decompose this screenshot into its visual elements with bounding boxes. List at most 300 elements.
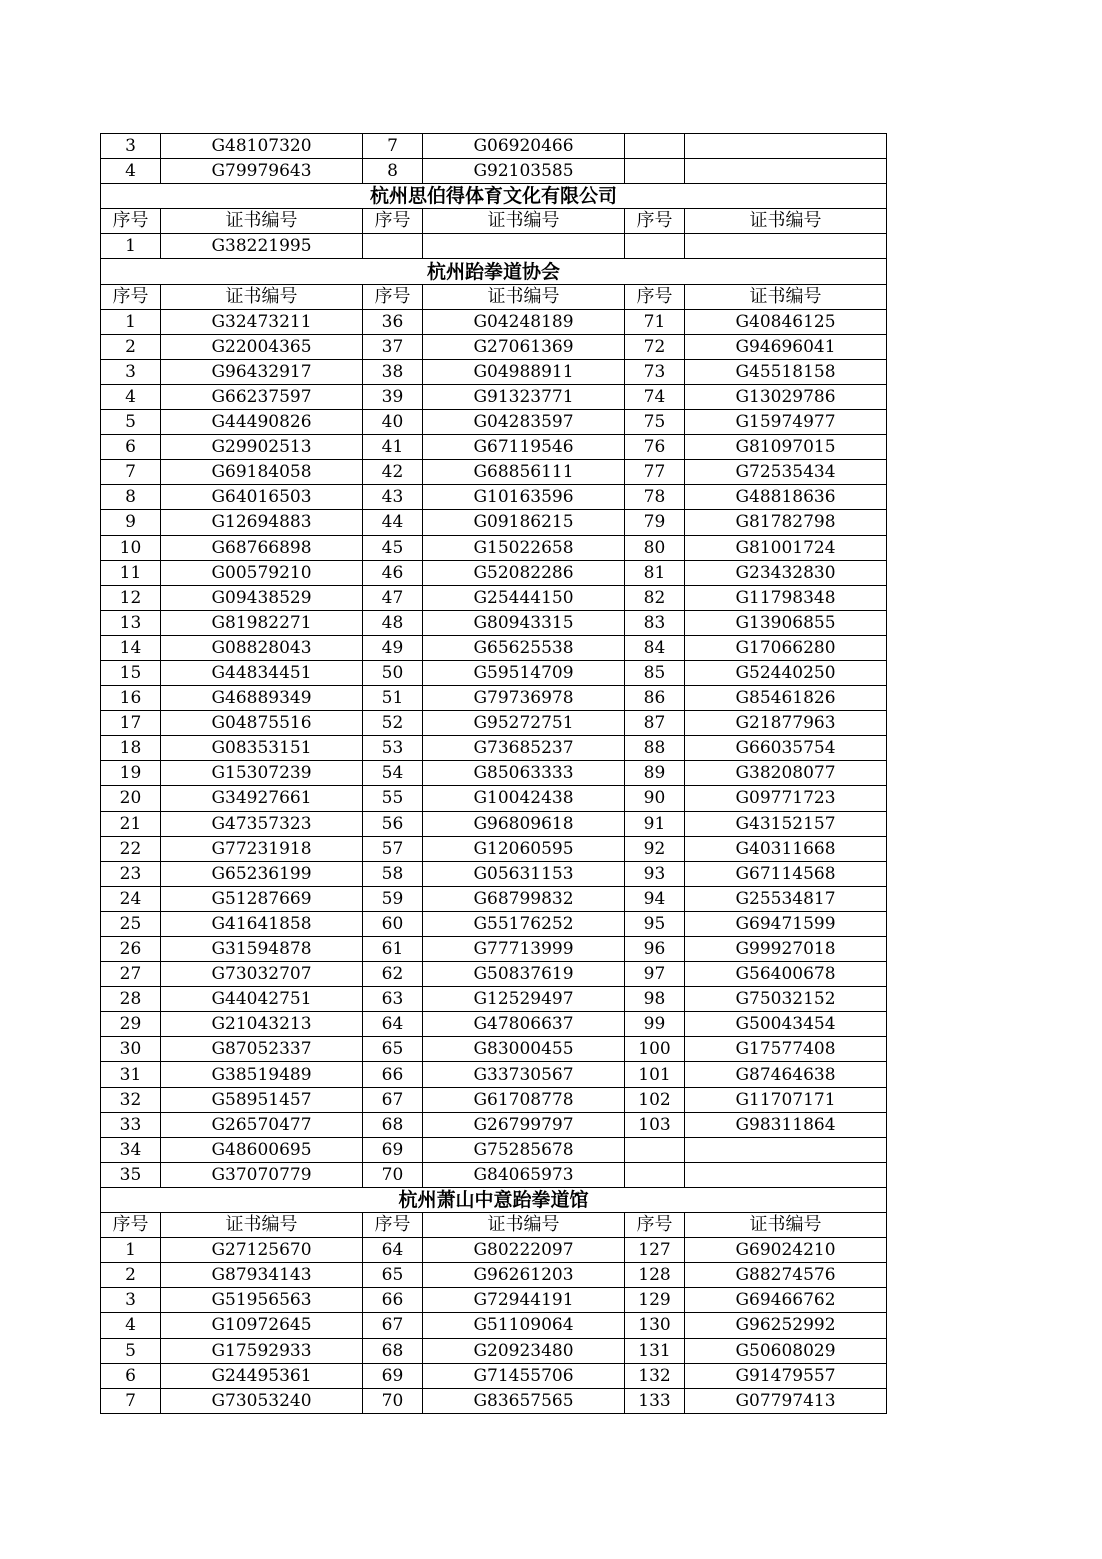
cert-cell: G81982271 [161, 610, 363, 635]
seq-cell: 41 [363, 435, 423, 460]
seq-cell: 7 [101, 1388, 161, 1413]
header-row [101, 284, 887, 309]
seq-cell: 65 [363, 1263, 423, 1288]
seq-cell: 9 [101, 510, 161, 535]
seq-cell: 86 [625, 686, 685, 711]
header-cert: 证书编号 [161, 284, 363, 309]
seq-cell: 2 [101, 1263, 161, 1288]
table-row [101, 660, 887, 685]
cert-cell: G65236199 [161, 861, 363, 886]
seq-cell: 15 [101, 660, 161, 685]
seq-cell: 84 [625, 635, 685, 660]
seq-cell [625, 1137, 685, 1162]
seq-cell: 81 [625, 560, 685, 585]
table-row [101, 962, 887, 987]
cert-cell: G33730567 [423, 1062, 625, 1087]
cert-cell: G87464638 [685, 1062, 887, 1087]
table-row [101, 1162, 887, 1187]
cert-cell: G15974977 [685, 410, 887, 435]
table-row [101, 1137, 887, 1162]
seq-cell: 23 [101, 861, 161, 886]
table-row [101, 861, 887, 886]
cert-cell: G69471599 [685, 911, 887, 936]
seq-cell: 2 [101, 334, 161, 359]
table-row [101, 1062, 887, 1087]
cert-cell: G47357323 [161, 811, 363, 836]
cert-cell: G12529497 [423, 987, 625, 1012]
seq-cell: 80 [625, 535, 685, 560]
seq-cell: 32 [101, 1087, 161, 1112]
cert-cell: G67114568 [685, 861, 887, 886]
cert-cell: G65625538 [423, 635, 625, 660]
cert-cell: G77231918 [161, 836, 363, 861]
seq-cell: 76 [625, 435, 685, 460]
cert-cell: G68856111 [423, 460, 625, 485]
table-row [101, 1112, 887, 1137]
cert-cell [423, 234, 625, 259]
seq-cell: 83 [625, 610, 685, 635]
table-row [101, 460, 887, 485]
cert-cell: G96432917 [161, 359, 363, 384]
table-row [101, 711, 887, 736]
seq-cell: 87 [625, 711, 685, 736]
seq-cell: 11 [101, 560, 161, 585]
seq-cell: 82 [625, 585, 685, 610]
seq-cell: 132 [625, 1363, 685, 1388]
section-title-row [101, 184, 887, 209]
seq-cell: 29 [101, 1012, 161, 1037]
seq-cell: 99 [625, 1012, 685, 1037]
seq-cell: 14 [101, 635, 161, 660]
cert-cell: G50837619 [423, 962, 625, 987]
table-row [101, 635, 887, 660]
cert-cell: G10042438 [423, 786, 625, 811]
table-row [101, 686, 887, 711]
seq-cell: 54 [363, 761, 423, 786]
cert-cell: G27125670 [161, 1238, 363, 1263]
seq-cell: 37 [363, 334, 423, 359]
header-seq: 序号 [625, 284, 685, 309]
seq-cell: 75 [625, 410, 685, 435]
cert-cell: G04988911 [423, 359, 625, 384]
seq-cell: 1 [101, 234, 161, 259]
cert-cell: G52440250 [685, 660, 887, 685]
seq-cell: 79 [625, 510, 685, 535]
table-row [101, 1263, 887, 1288]
cert-cell: G44834451 [161, 660, 363, 685]
cert-cell: G38208077 [685, 761, 887, 786]
cert-cell: G56400678 [685, 962, 887, 987]
cert-cell: G04248189 [423, 309, 625, 334]
seq-cell: 131 [625, 1338, 685, 1363]
cert-cell: G71455706 [423, 1363, 625, 1388]
cert-cell: G85461826 [685, 686, 887, 711]
table-row [101, 1313, 887, 1338]
cert-cell: G75032152 [685, 987, 887, 1012]
seq-cell: 5 [101, 410, 161, 435]
table-row [101, 811, 887, 836]
seq-cell: 25 [101, 911, 161, 936]
seq-cell: 66 [363, 1288, 423, 1313]
cert-cell: G77713999 [423, 937, 625, 962]
seq-cell: 129 [625, 1288, 685, 1313]
cert-cell: G68799832 [423, 886, 625, 911]
cert-cell: G50043454 [685, 1012, 887, 1037]
cert-cell: G24495361 [161, 1363, 363, 1388]
table-row [101, 359, 887, 384]
seq-cell: 66 [363, 1062, 423, 1087]
seq-cell: 49 [363, 635, 423, 660]
seq-cell: 64 [363, 1012, 423, 1037]
table-row [101, 535, 887, 560]
section-title-row [101, 1187, 887, 1212]
cert-cell: G37070779 [161, 1162, 363, 1187]
seq-cell: 89 [625, 761, 685, 786]
seq-cell: 68 [363, 1338, 423, 1363]
seq-cell: 73 [625, 359, 685, 384]
cert-cell: G40846125 [685, 309, 887, 334]
seq-cell: 35 [101, 1162, 161, 1187]
seq-cell: 4 [101, 1313, 161, 1338]
cert-cell: G15022658 [423, 535, 625, 560]
seq-cell: 45 [363, 535, 423, 560]
cert-cell: G21043213 [161, 1012, 363, 1037]
seq-cell: 68 [363, 1112, 423, 1137]
seq-cell: 30 [101, 1037, 161, 1062]
cert-cell: G20923480 [423, 1338, 625, 1363]
cert-cell: G48107320 [161, 134, 363, 159]
table-row [101, 736, 887, 761]
table-row [101, 585, 887, 610]
seq-cell: 56 [363, 811, 423, 836]
seq-cell: 133 [625, 1388, 685, 1413]
seq-cell: 100 [625, 1037, 685, 1062]
cert-cell: G21877963 [685, 711, 887, 736]
cert-cell: G00579210 [161, 560, 363, 585]
cert-cell: G87052337 [161, 1037, 363, 1062]
cert-cell: G72944191 [423, 1288, 625, 1313]
seq-cell: 38 [363, 359, 423, 384]
seq-cell: 130 [625, 1313, 685, 1338]
cert-cell: G31594878 [161, 937, 363, 962]
seq-cell: 7 [363, 134, 423, 159]
cert-cell: G26799797 [423, 1112, 625, 1137]
seq-cell: 16 [101, 686, 161, 711]
seq-cell: 22 [101, 836, 161, 861]
cert-cell: G96252992 [685, 1313, 887, 1338]
cert-cell: G87934143 [161, 1263, 363, 1288]
cert-cell: G34927661 [161, 786, 363, 811]
seq-cell: 26 [101, 937, 161, 962]
cert-cell: G17066280 [685, 635, 887, 660]
seq-cell: 97 [625, 962, 685, 987]
table-row [101, 234, 887, 259]
cert-cell: G66035754 [685, 736, 887, 761]
cert-cell: G05631153 [423, 861, 625, 886]
cert-cell: G27061369 [423, 334, 625, 359]
table-row [101, 334, 887, 359]
seq-cell: 5 [101, 1338, 161, 1363]
cert-cell: G15307239 [161, 761, 363, 786]
seq-cell: 18 [101, 736, 161, 761]
cert-cell: G09186215 [423, 510, 625, 535]
seq-cell: 60 [363, 911, 423, 936]
cert-cell: G52082286 [423, 560, 625, 585]
seq-cell: 19 [101, 761, 161, 786]
table-row [101, 836, 887, 861]
cert-cell: G94696041 [685, 334, 887, 359]
header-cert: 证书编号 [423, 1213, 625, 1238]
cert-cell: G08828043 [161, 635, 363, 660]
seq-cell: 74 [625, 384, 685, 409]
header-seq: 序号 [363, 1213, 423, 1238]
cert-cell: G13029786 [685, 384, 887, 409]
section-title: 杭州萧山中意跆拳道馆 [101, 1187, 887, 1212]
seq-cell: 13 [101, 610, 161, 635]
seq-cell: 20 [101, 786, 161, 811]
cert-cell: G72535434 [685, 460, 887, 485]
cert-cell: G55176252 [423, 911, 625, 936]
cert-cell [685, 234, 887, 259]
seq-cell: 61 [363, 937, 423, 962]
table-row [101, 1037, 887, 1062]
seq-cell: 46 [363, 560, 423, 585]
cert-cell: G11798348 [685, 585, 887, 610]
table-row [101, 560, 887, 585]
cert-cell: G91323771 [423, 384, 625, 409]
seq-cell: 27 [101, 962, 161, 987]
cert-cell: G44042751 [161, 987, 363, 1012]
cert-cell: G79736978 [423, 686, 625, 711]
table-row [101, 1338, 887, 1363]
seq-cell: 43 [363, 485, 423, 510]
seq-cell [625, 159, 685, 184]
cert-cell: G95272751 [423, 711, 625, 736]
cert-cell: G69024210 [685, 1238, 887, 1263]
cert-cell: G75285678 [423, 1137, 625, 1162]
seq-cell: 72 [625, 334, 685, 359]
cert-cell: G80943315 [423, 610, 625, 635]
cert-cell: G79979643 [161, 159, 363, 184]
certificate-table [100, 133, 887, 1414]
cert-cell: G17592933 [161, 1338, 363, 1363]
seq-cell: 102 [625, 1087, 685, 1112]
cert-cell: G13906855 [685, 610, 887, 635]
table-row [101, 510, 887, 535]
section-title: 杭州思伯得体育文化有限公司 [101, 184, 887, 209]
seq-cell: 48 [363, 610, 423, 635]
header-cert: 证书编号 [161, 209, 363, 234]
cert-cell: G40311668 [685, 836, 887, 861]
cert-cell: G61708778 [423, 1087, 625, 1112]
seq-cell: 93 [625, 861, 685, 886]
seq-cell: 6 [101, 435, 161, 460]
header-seq: 序号 [625, 1213, 685, 1238]
cert-cell: G96261203 [423, 1263, 625, 1288]
cert-cell: G38221995 [161, 234, 363, 259]
seq-cell: 70 [363, 1388, 423, 1413]
seq-cell: 67 [363, 1087, 423, 1112]
cert-cell: G23432830 [685, 560, 887, 585]
cert-cell: G51287669 [161, 886, 363, 911]
cert-cell: G10972645 [161, 1313, 363, 1338]
seq-cell: 59 [363, 886, 423, 911]
seq-cell: 65 [363, 1037, 423, 1062]
cert-cell: G81001724 [685, 535, 887, 560]
cert-cell: G66237597 [161, 384, 363, 409]
seq-cell: 4 [101, 384, 161, 409]
cert-cell: G25534817 [685, 886, 887, 911]
cert-cell: G41641858 [161, 911, 363, 936]
cert-cell: G12060595 [423, 836, 625, 861]
seq-cell: 12 [101, 585, 161, 610]
seq-cell: 103 [625, 1112, 685, 1137]
seq-cell: 4 [101, 159, 161, 184]
cert-cell: G83000455 [423, 1037, 625, 1062]
cert-cell: G96809618 [423, 811, 625, 836]
cert-cell: G12694883 [161, 510, 363, 535]
table-row [101, 1388, 887, 1413]
seq-cell: 50 [363, 660, 423, 685]
header-cert: 证书编号 [685, 284, 887, 309]
seq-cell: 51 [363, 686, 423, 711]
seq-cell: 69 [363, 1137, 423, 1162]
cert-cell [685, 159, 887, 184]
cert-cell: G73032707 [161, 962, 363, 987]
seq-cell: 70 [363, 1162, 423, 1187]
cert-cell: G81782798 [685, 510, 887, 535]
cert-cell: G59514709 [423, 660, 625, 685]
seq-cell: 10 [101, 535, 161, 560]
seq-cell: 1 [101, 1238, 161, 1263]
header-seq: 序号 [625, 209, 685, 234]
cert-cell: G07797413 [685, 1388, 887, 1413]
seq-cell: 44 [363, 510, 423, 535]
header-row [101, 1213, 887, 1238]
seq-cell: 128 [625, 1263, 685, 1288]
seq-cell: 3 [101, 359, 161, 384]
table-row [101, 987, 887, 1012]
section-title: 杭州跆拳道协会 [101, 259, 887, 284]
table-row [101, 911, 887, 936]
seq-cell: 94 [625, 886, 685, 911]
cert-cell: G43152157 [685, 811, 887, 836]
table-row [101, 886, 887, 911]
cert-cell: G25444150 [423, 585, 625, 610]
seq-cell: 91 [625, 811, 685, 836]
table-row [101, 309, 887, 334]
table-row [101, 134, 887, 159]
seq-cell: 69 [363, 1363, 423, 1388]
cert-cell: G38519489 [161, 1062, 363, 1087]
cert-cell: G17577408 [685, 1037, 887, 1062]
cert-cell: G09438529 [161, 585, 363, 610]
cert-cell: G22004365 [161, 334, 363, 359]
cert-cell: G46889349 [161, 686, 363, 711]
table-row [101, 937, 887, 962]
seq-cell: 67 [363, 1313, 423, 1338]
seq-cell: 85 [625, 660, 685, 685]
seq-cell: 39 [363, 384, 423, 409]
seq-cell: 88 [625, 736, 685, 761]
cert-cell: G81097015 [685, 435, 887, 460]
header-cert: 证书编号 [685, 1213, 887, 1238]
seq-cell: 21 [101, 811, 161, 836]
table-row [101, 410, 887, 435]
seq-cell: 58 [363, 861, 423, 886]
cert-cell: G51956563 [161, 1288, 363, 1313]
seq-cell: 92 [625, 836, 685, 861]
table-row [101, 1087, 887, 1112]
seq-cell: 57 [363, 836, 423, 861]
table-row [101, 610, 887, 635]
seq-cell: 8 [363, 159, 423, 184]
cert-cell: G83657565 [423, 1388, 625, 1413]
table-row [101, 485, 887, 510]
seq-cell: 78 [625, 485, 685, 510]
seq-cell: 7 [101, 460, 161, 485]
cert-cell: G73053240 [161, 1388, 363, 1413]
cert-cell: G44490826 [161, 410, 363, 435]
cert-cell: G50608029 [685, 1338, 887, 1363]
cert-cell: G84065973 [423, 1162, 625, 1187]
seq-cell: 24 [101, 886, 161, 911]
header-seq: 序号 [363, 284, 423, 309]
header-cert: 证书编号 [423, 209, 625, 234]
cert-cell: G80222097 [423, 1238, 625, 1263]
cert-cell: G48600695 [161, 1137, 363, 1162]
table-row [101, 159, 887, 184]
table-row [101, 1012, 887, 1037]
seq-cell: 28 [101, 987, 161, 1012]
header-seq: 序号 [101, 209, 161, 234]
seq-cell [363, 234, 423, 259]
table-row [101, 435, 887, 460]
cert-cell [685, 1137, 887, 1162]
table-row [101, 786, 887, 811]
cert-cell: G29902513 [161, 435, 363, 460]
cert-cell: G32473211 [161, 309, 363, 334]
seq-cell: 17 [101, 711, 161, 736]
header-seq: 序号 [101, 284, 161, 309]
seq-cell: 55 [363, 786, 423, 811]
cert-cell: G26570477 [161, 1112, 363, 1137]
cert-cell: G64016503 [161, 485, 363, 510]
cert-cell: G88274576 [685, 1263, 887, 1288]
seq-cell: 127 [625, 1238, 685, 1263]
section-title-row [101, 259, 887, 284]
cert-cell: G08353151 [161, 736, 363, 761]
seq-cell [625, 1162, 685, 1187]
cert-cell [685, 134, 887, 159]
seq-cell: 96 [625, 937, 685, 962]
cert-cell: G11707171 [685, 1087, 887, 1112]
seq-cell: 63 [363, 987, 423, 1012]
header-cert: 证书编号 [161, 1213, 363, 1238]
cert-cell: G91479557 [685, 1363, 887, 1388]
cert-cell: G69184058 [161, 460, 363, 485]
cert-cell: G47806637 [423, 1012, 625, 1037]
table-row [101, 1363, 887, 1388]
seq-cell: 52 [363, 711, 423, 736]
seq-cell: 34 [101, 1137, 161, 1162]
cert-cell: G48818636 [685, 485, 887, 510]
cert-cell: G06920466 [423, 134, 625, 159]
cert-cell: G51109064 [423, 1313, 625, 1338]
header-cert: 证书编号 [423, 284, 625, 309]
cert-cell: G73685237 [423, 736, 625, 761]
cert-cell [685, 1162, 887, 1187]
